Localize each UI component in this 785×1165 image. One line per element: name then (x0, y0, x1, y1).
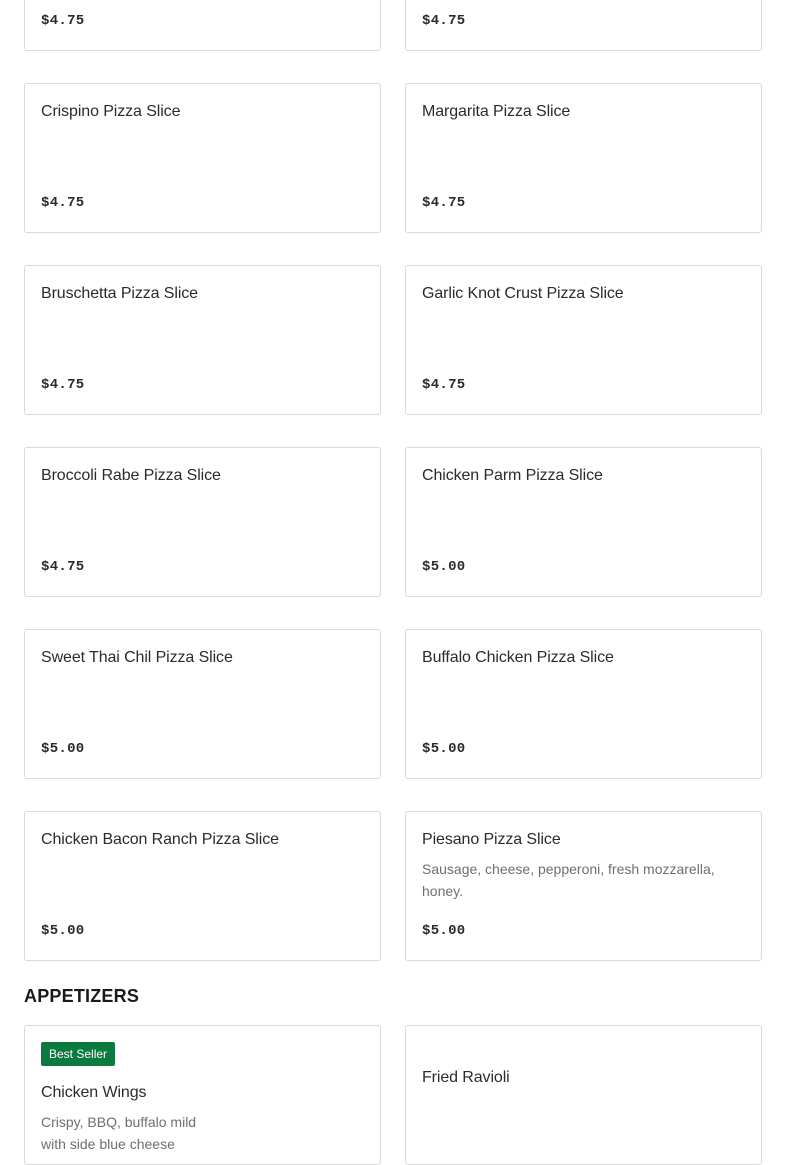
item-name: Piesano Pizza Slice (422, 831, 561, 848)
menu-item-card[interactable] (405, 83, 762, 233)
best-seller-badge: Best Seller (41, 1042, 115, 1066)
item-price: $4.75 (41, 195, 85, 211)
menu-item-card[interactable] (24, 1025, 381, 1165)
item-name: Crispino Pizza Slice (41, 103, 181, 120)
menu-item-card[interactable] (24, 811, 381, 961)
item-name: Garlic Knot Crust Pizza Slice (422, 285, 624, 302)
item-name: Fried Ravioli (422, 1069, 510, 1086)
item-price: $4.75 (41, 559, 85, 575)
item-price: $4.75 (41, 13, 85, 29)
menu-item-card[interactable] (405, 811, 762, 961)
item-name: Broccoli Rabe Pizza Slice (41, 467, 221, 484)
menu-item-card[interactable] (405, 1025, 762, 1165)
item-price: $5.00 (41, 923, 85, 939)
menu-item-card[interactable] (405, 265, 762, 415)
item-price: $5.00 (422, 923, 466, 939)
item-price: $4.75 (422, 377, 466, 393)
item-price: $4.75 (422, 195, 466, 211)
menu-item-card[interactable] (405, 447, 762, 597)
item-name: Bruschetta Pizza Slice (41, 285, 198, 302)
section-title-appetizers: APPETIZERS (24, 986, 140, 1006)
item-description: Crispy, BBQ, buffalo mild with side blue cheese (41, 1114, 197, 1152)
menu-item-card[interactable] (405, 0, 762, 51)
item-name: Chicken Parm Pizza Slice (422, 467, 603, 484)
item-price: $4.75 (41, 377, 85, 393)
item-name: Sweet Thai Chil Pizza Slice (41, 649, 233, 666)
menu-item-card[interactable] (24, 0, 381, 51)
menu-item-card[interactable] (24, 265, 381, 415)
item-price: $4.75 (422, 13, 466, 29)
item-price: $5.00 (41, 741, 85, 757)
menu-item-card[interactable] (24, 447, 381, 597)
item-price: $5.00 (422, 559, 466, 575)
item-name: Chicken Wings (41, 1084, 147, 1101)
item-name: Margarita Pizza Slice (422, 103, 571, 120)
item-name: Chicken Bacon Ranch Pizza Slice (41, 831, 279, 848)
menu-item-card[interactable] (24, 629, 381, 779)
item-name: Buffalo Chicken Pizza Slice (422, 649, 614, 666)
menu-item-card[interactable] (405, 629, 762, 779)
item-price: $5.00 (422, 741, 466, 757)
menu-item-card[interactable] (24, 83, 381, 233)
item-description: Sausage, cheese, pepperoni, fresh mozzarella, honey. (422, 861, 715, 899)
